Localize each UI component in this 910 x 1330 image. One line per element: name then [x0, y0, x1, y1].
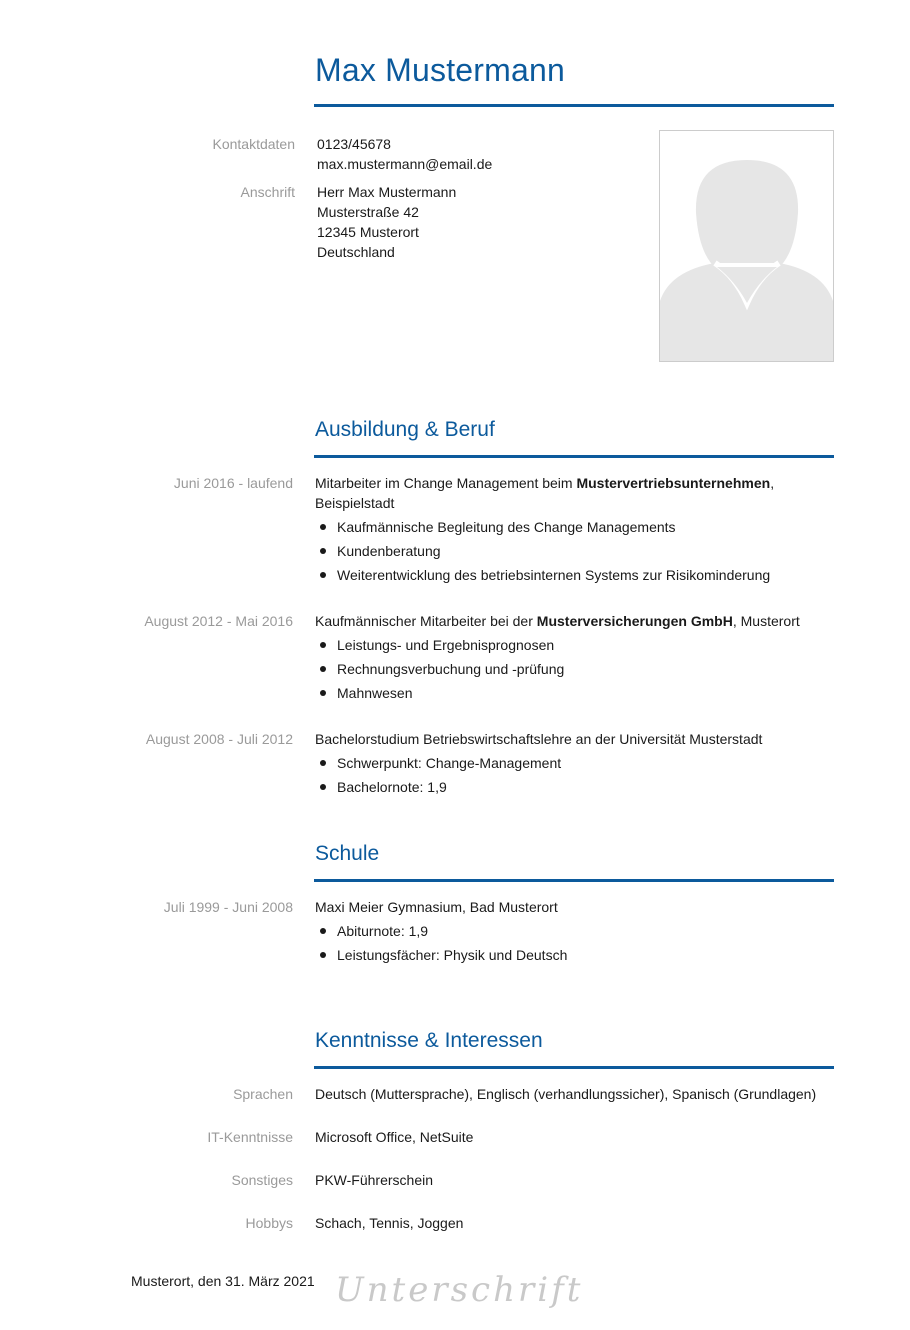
skill-value: Schach, Tennis, Joggen: [315, 1215, 464, 1231]
list-item: Schwerpunkt: Change-Management: [315, 751, 561, 775]
list-item: Rechnungsverbuchung und -prüfung: [315, 657, 564, 681]
signature: Unterschrift: [335, 1270, 584, 1310]
list-item: Kundenberatung: [315, 539, 770, 563]
entry-title: Kaufmännischer Mitarbeiter bei der Musterversicherungen GmbH, Musterort: [315, 613, 800, 629]
address-line: Deutschland: [317, 244, 395, 260]
entry-date: Juni 2016 - laufend: [173, 475, 293, 491]
skill-value: Deutsch (Muttersprache), Englisch (verhandlungssicher), Spanisch (Grundlagen): [315, 1086, 817, 1102]
task-list: [315, 751, 561, 799]
address-line: 12345 Musterort: [317, 224, 419, 240]
list-item: Mahnwesen: [315, 681, 564, 705]
section-divider: [314, 879, 834, 882]
address-label: Anschrift: [240, 184, 295, 200]
skill-value: PKW-Führerschein: [315, 1172, 434, 1188]
skill-value: Microsoft Office, NetSuite: [315, 1129, 474, 1145]
list-item: Leistungs- und Ergebnisprognosen: [315, 633, 564, 657]
task-list: [315, 515, 770, 587]
email-address: max.mustermann@email.de: [317, 156, 493, 172]
employer-name: Musterversicherungen GmbH: [536, 613, 733, 629]
task-list: [315, 633, 564, 705]
section-divider: [314, 1066, 834, 1069]
skill-label: Hobbys: [245, 1215, 293, 1231]
skill-label: Sprachen: [233, 1086, 293, 1102]
entry-title: Maxi Meier Gymnasium, Bad Musterort: [315, 899, 558, 915]
name-divider: [314, 104, 834, 107]
employer-name: Mustervertriebsunternehmen: [576, 475, 771, 491]
entry-date: Juli 1999 - Juni 2008: [163, 899, 293, 915]
address-line: Musterstraße 42: [317, 204, 419, 220]
section-title-school: Schule: [315, 842, 380, 865]
address-line: Herr Max Mustermann: [317, 184, 457, 200]
list-item: Kaufmännische Begleitung des Change Managements: [315, 515, 770, 539]
task-list: [315, 919, 567, 967]
entry-title: Bachelorstudium Betriebswirtschaftslehre an der Universität Musterstadt: [315, 731, 763, 747]
list-item: Weiterentwicklung des betriebsinternen Systems zur Risikominderung: [315, 563, 770, 587]
list-item: Leistungsfächer: Physik und Deutsch: [315, 943, 567, 967]
person-silhouette-icon: [660, 131, 833, 361]
section-divider: [314, 455, 834, 458]
place-date: Musterort, den 31. März 2021: [131, 1273, 315, 1289]
skill-label: Sonstiges: [231, 1172, 293, 1188]
list-item: Bachelornote: 1,9: [315, 775, 561, 799]
entry-date: August 2008 - Juli 2012: [145, 731, 293, 747]
entry-date: August 2012 - Mai 2016: [144, 613, 293, 629]
section-title-skills: Kenntnisse & Interessen: [315, 1029, 543, 1052]
entry-title: Mitarbeiter im Change Management beim Mustervertriebsunternehmen, Beispielstadt: [315, 475, 775, 511]
list-item: Abiturnote: 1,9: [315, 919, 567, 943]
skill-label: IT-Kenntnisse: [207, 1129, 293, 1145]
profile-photo: [659, 130, 834, 362]
section-title-education-career: Ausbildung & Beruf: [315, 418, 495, 441]
contact-label: Kontaktdaten: [212, 136, 295, 152]
phone-number: 0123/45678: [317, 136, 391, 152]
cv-name: Max Mustermann: [315, 52, 565, 88]
